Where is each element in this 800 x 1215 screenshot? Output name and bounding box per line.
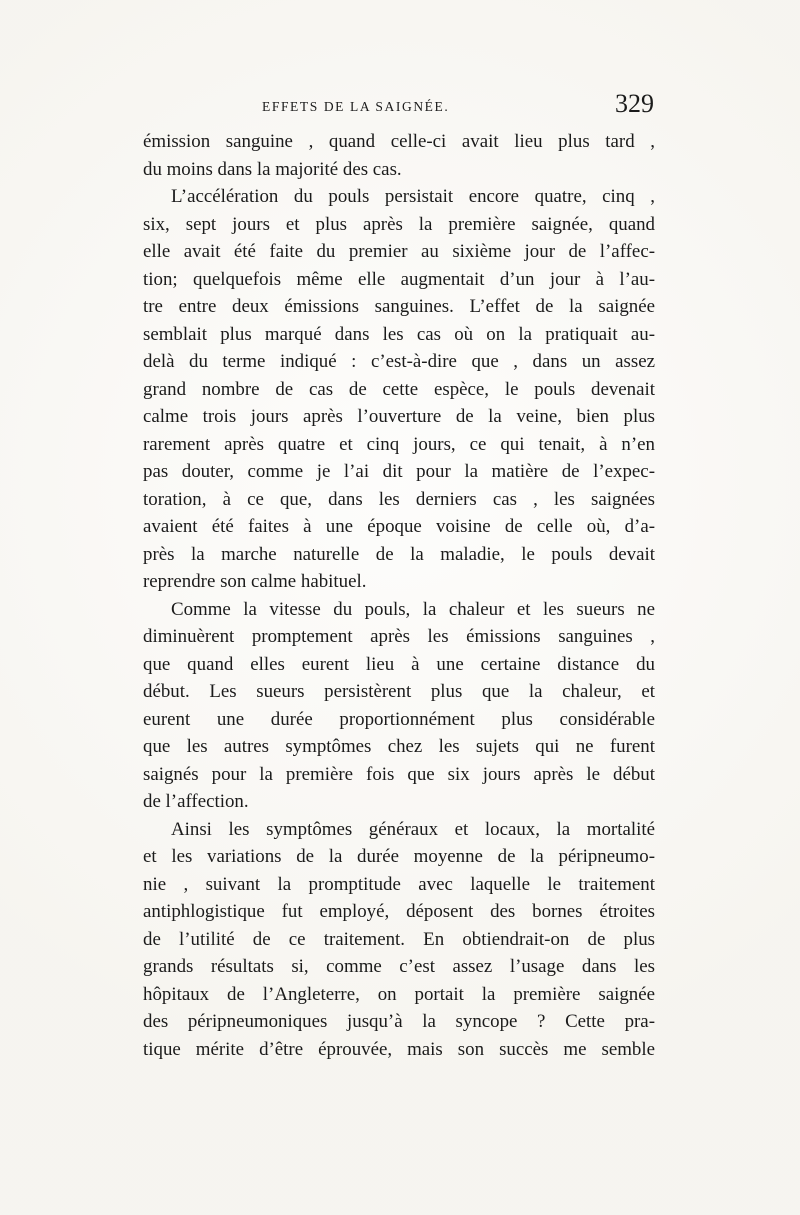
text-line: six, sept jours et plus après la première saignée, quand — [143, 213, 655, 235]
text-line: grand nombre de cas de cette espèce, le pouls devenait — [143, 378, 655, 400]
text-line: pas douter, comme je l’ai dit pour la matière de l’expec- — [143, 461, 655, 482]
text-line: début. Les sueurs persistèrent plus que la chaleur, et — [143, 681, 655, 702]
text-line: rarement après quatre et cinq jours, ce qui tenait, à n’en — [143, 433, 655, 455]
text-line: calme trois jours après l’ouverture de la veine, bien plus — [143, 406, 655, 427]
text-line: émission sanguine , quand celle-ci avait lieu plus tard , — [143, 131, 655, 152]
text-line: toration, à ce que, dans les derniers cas , les saignées — [143, 488, 655, 510]
text-line: hôpitaux de l’Angleterre, on portait la première saignée — [143, 983, 655, 1005]
text-line: eurent une durée proportionnément plus considérable — [143, 708, 655, 730]
text-line: avaient été faites à une époque voisine de celle où, d’a- — [143, 516, 655, 537]
text-line: L’accélération du pouls persistait encore quatre, cinq , — [171, 186, 655, 207]
text-line: tion; quelquefois même elle augmentait d’un jour à l’au- — [143, 268, 655, 290]
text-line: grands résultats si, comme c’est assez l’usage dans les — [143, 956, 655, 977]
text-line: du moins dans la majorité des cas. — [143, 158, 402, 180]
text-line: semblait plus marqué dans les cas où on la pratiquait au- — [143, 323, 655, 345]
body-text — [143, 128, 655, 1063]
text-line: près la marche naturelle de la maladie, le pouls devait — [143, 543, 655, 565]
text-line: que quand elles eurent lieu à une certaine distance du — [143, 653, 655, 675]
text-line: Comme la vitesse du pouls, la chaleur et les sueurs ne — [171, 598, 655, 620]
text-line: de l’affection. — [143, 791, 249, 812]
text-line: delà du terme indiqué : c’est-à-dire que , dans un assez — [143, 351, 655, 372]
text-line: Ainsi les symptômes généraux et locaux, la mortalité — [171, 818, 655, 840]
text-line: des péripneumoniques jusqu’à la syncope ? Cette pra- — [143, 1011, 655, 1032]
text-line: que les autres symptômes chez les sujets qui ne furent — [143, 736, 655, 757]
text-line: elle avait été faite du premier au sixième jour de l’affec- — [143, 241, 655, 262]
text-line: de l’utilité de ce traitement. En obtiendrait-on de plus — [143, 928, 655, 950]
text-line: diminuèrent promptement après les émissions sanguines , — [143, 626, 655, 647]
text-line: tre entre deux émissions sanguines. L’effet de la saignée — [143, 296, 655, 317]
text-line: tique mérite d’être éprouvée, mais son succès me semble — [143, 1038, 655, 1060]
text-line: antiphlogistique fut employé, déposent des bornes étroites — [143, 901, 655, 922]
text-line: saignés pour la première fois que six jours après le début — [143, 763, 655, 785]
running-head: EFFETS DE LA SAIGNÉE. — [262, 99, 450, 114]
text-line: reprendre son calme habituel. — [143, 571, 367, 592]
text-line: et les variations de la durée moyenne de la péripneumo- — [143, 846, 655, 867]
page-header — [140, 89, 654, 122]
page-number: 329 — [615, 89, 654, 118]
text-line: nie , suivant la promptitude avec laquelle le traitement — [143, 873, 655, 895]
